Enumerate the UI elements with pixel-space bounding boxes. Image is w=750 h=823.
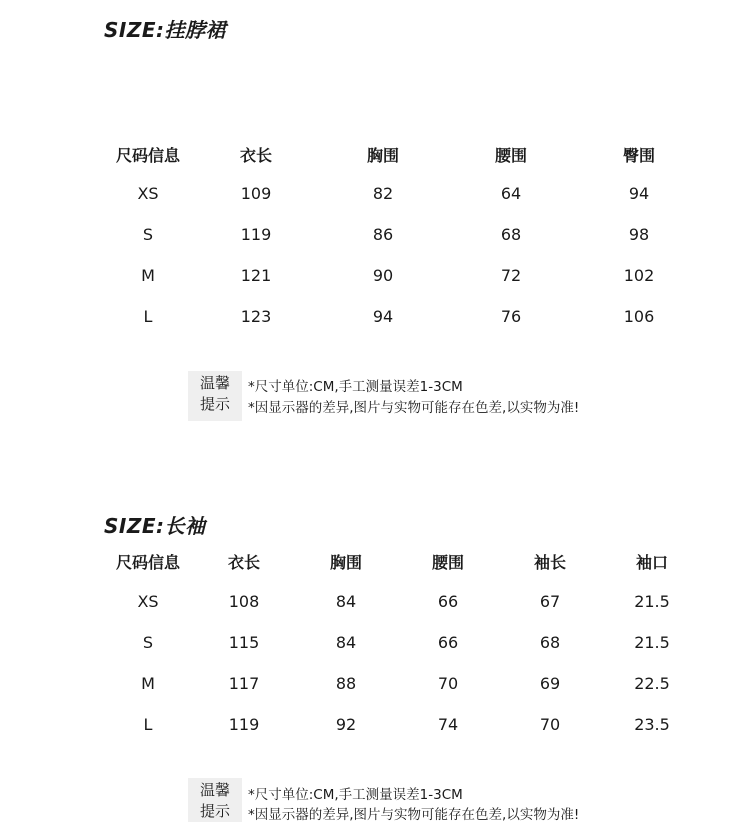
tip-label-line: 提示	[199, 802, 230, 820]
table-cell: 70	[437, 674, 459, 693]
table-header-cell: 臀围	[622, 146, 656, 165]
table-cell: 123	[240, 307, 272, 326]
tip-label-line: 温馨	[199, 374, 230, 392]
tip-label-box	[188, 371, 242, 421]
table-cell: 98	[628, 225, 650, 244]
table-cell: 82	[372, 184, 394, 203]
table-cell: 109	[240, 184, 272, 203]
table-cell: 69	[539, 674, 561, 693]
table-cell: M	[141, 266, 155, 285]
table-header-cell: 胸围	[329, 553, 363, 572]
table-cell: 66	[437, 592, 459, 611]
tip-text-line: *因显示器的差异,图片与实物可能存在色差,以实物为准!	[248, 807, 580, 823]
table-cell: 90	[372, 266, 394, 285]
table-header-cell: 胸围	[366, 146, 400, 165]
tip-text-line: *尺寸单位:CM,手工测量误差1-3CM	[248, 379, 463, 395]
table-header-cell: 尺码信息	[115, 146, 181, 165]
table-cell: L	[143, 307, 153, 326]
table-cell: 72	[500, 266, 522, 285]
table-cell: 66	[437, 633, 459, 652]
table-cell: 94	[372, 307, 394, 326]
table-cell: 119	[228, 715, 260, 734]
table-cell: 84	[335, 592, 357, 611]
section-title-long-sleeve: SIZE:长袖	[104, 514, 206, 538]
table-cell: 121	[240, 266, 272, 285]
table-cell: S	[142, 633, 154, 652]
table-cell: 86	[372, 225, 394, 244]
table-cell: 21.5	[634, 592, 670, 611]
table-cell: XS	[137, 592, 159, 611]
tip-label-box	[188, 778, 242, 822]
table-cell: L	[143, 715, 153, 734]
table-header-cell: 衣长	[227, 553, 261, 572]
table-cell: 84	[335, 633, 357, 652]
tip-text-line: *尺寸单位:CM,手工测量误差1-3CM	[248, 787, 463, 803]
table-cell: 22.5	[634, 674, 670, 693]
table-cell: 76	[500, 307, 522, 326]
table-header-cell: 尺码信息	[115, 553, 181, 572]
table-cell: 119	[240, 225, 272, 244]
tip-text-line: *因显示器的差异,图片与实物可能存在色差,以实物为准!	[248, 400, 580, 416]
table-cell: 74	[437, 715, 459, 734]
table-cell: 106	[623, 307, 655, 326]
table-header-cell: 袖长	[533, 553, 567, 572]
table-header-cell: 腰围	[494, 146, 528, 165]
table-cell: 68	[539, 633, 561, 652]
section-title-halter-dress: SIZE:挂脖裙	[104, 18, 227, 42]
table-header-cell: 袖口	[635, 553, 669, 572]
table-header-cell: 衣长	[239, 146, 273, 165]
table-cell: 70	[539, 715, 561, 734]
table-cell: 23.5	[634, 715, 670, 734]
table-cell: 68	[500, 225, 522, 244]
table-cell: 117	[228, 674, 260, 693]
table-header-cell: 腰围	[431, 553, 465, 572]
table-cell: 64	[500, 184, 522, 203]
table-cell: 21.5	[634, 633, 670, 652]
table-cell: XS	[137, 184, 159, 203]
table-cell: 92	[335, 715, 357, 734]
table-cell: S	[142, 225, 154, 244]
table-cell: 108	[228, 592, 260, 611]
table-cell: 88	[335, 674, 357, 693]
tip-label-line: 温馨	[199, 781, 230, 799]
table-cell: 102	[623, 266, 655, 285]
table-cell: 94	[628, 184, 650, 203]
table-cell: 67	[539, 592, 561, 611]
tip-label-line: 提示	[199, 395, 230, 413]
table-cell: 115	[228, 633, 260, 652]
table-cell: M	[141, 674, 155, 693]
